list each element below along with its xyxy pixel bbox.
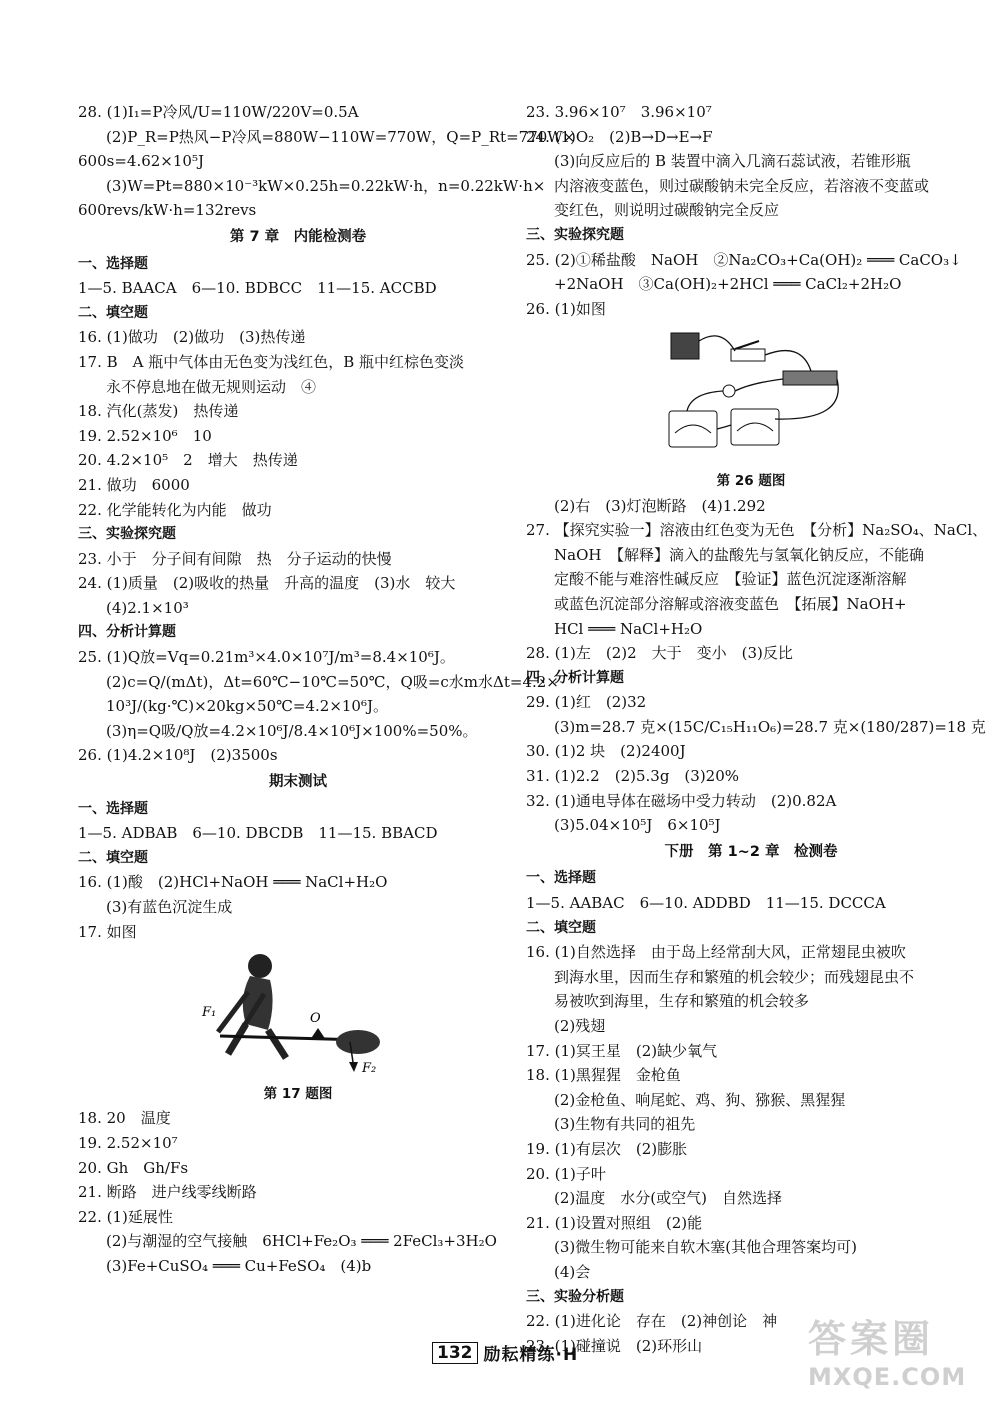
figure-lever <box>78 944 518 1106</box>
answer-line: 19. 2.52×10⁶ 10 <box>78 426 212 445</box>
answer-line: 易被吹到海里，生存和繁殖的机会较多 <box>554 992 810 1011</box>
answer-line: 16. (1)做功 (2)做功 (3)热传递 <box>78 328 306 347</box>
section-heading: 一、选择题 <box>78 255 148 272</box>
circuit-diagram <box>651 321 851 461</box>
chapter-heading: 期末测试 <box>269 774 327 791</box>
answer-line: 或蓝色沉淀部分溶解或溶液变蓝色 【拓展】NaOH+ <box>554 594 907 613</box>
answer-line: 28. (1)I₁=P冷风/U=110W/220V=0.5A <box>78 103 359 121</box>
answer-line: (3)向反应后的 B 装置中滴入几滴石蕊试液，若锥形瓶 <box>554 152 911 171</box>
section-heading: 二、填空题 <box>78 304 148 321</box>
section-heading: 二、填空题 <box>526 919 596 936</box>
answer-line: 16. (1)酸 (2)HCl+NaOH ═══ NaCl+H₂O <box>78 873 388 892</box>
answer-line: 24. (1)质量 (2)吸收的热量 升高的温度 (3)水 较大 <box>78 574 456 593</box>
ammeter <box>669 411 717 447</box>
answer-line: 定酸不能与难溶性碱反应 【验证】蓝色沉淀逐渐溶解 <box>554 570 907 589</box>
answer-line: 19. 2.52×10⁷ <box>78 1133 178 1152</box>
fulcrum <box>310 1028 326 1040</box>
rheostat <box>783 371 837 385</box>
answer-line: 内溶液变蓝色，则过碳酸钠未完全反应，若溶液不变蓝或 <box>554 176 930 195</box>
answer-line: (3)5.04×10⁵J 6×10⁵J <box>554 816 721 835</box>
answer-line: (2)温度 水分(或空气) 自然选择 <box>554 1189 782 1208</box>
answer-line: 26. (1)如图 <box>526 299 606 318</box>
answer-line: 23. 3.96×10⁷ 3.96×10⁷ <box>526 103 712 121</box>
battery <box>671 333 699 359</box>
answer-line: 22. 化学能转化为内能 做功 <box>78 500 272 519</box>
answer-line: NaOH 【解释】滴入的盐酸先与氢氧化钠反应，不能确 <box>554 545 924 564</box>
answer-line: 17. (1)冥王星 (2)缺少氧气 <box>526 1041 718 1060</box>
answer-line: 31. (1)2.2 (2)5.3g (3)20% <box>526 767 740 786</box>
answer-line: +2NaOH ③Ca(OH)₂+2HCl ═══ CaCl₂+2H₂O <box>554 275 902 294</box>
answer-line: 1—5. AABAC 6—10. ADDBD 11—15. DCCCA <box>526 894 886 913</box>
watermark-text: 答案圈 <box>808 1317 935 1361</box>
answer-line: 30. (1)2 块 (2)2400J <box>526 742 686 761</box>
answer-line: 600revs/kW·h=132revs <box>78 201 257 220</box>
answer-line: 1—5. BAACA 6—10. BDBCC 11—15. ACCBD <box>78 279 437 298</box>
lamp <box>723 385 735 397</box>
chapter-heading: 第 7 章 内能检测卷 <box>229 228 367 245</box>
section-heading: 二、填空题 <box>78 849 148 866</box>
chapter-heading: 下册 第 1~2 章 检测卷 <box>664 843 838 860</box>
section-heading: 三、实验分析题 <box>526 1288 624 1305</box>
section-heading: 四、分析计算题 <box>78 624 176 641</box>
answer-line: 1—5. ADBAB 6—10. DBCDB 11—15. BBACD <box>78 824 438 843</box>
answer-line: 20. Gh Gh/Fs <box>78 1158 189 1177</box>
answer-line: 28. (1)左 (2)2 大于 变小 (3)反比 <box>526 644 793 663</box>
answer-line: 18. 20 温度 <box>78 1109 171 1128</box>
answer-line: 到海水里，因而生存和繁殖的机会较少；而残翅昆虫不 <box>554 967 915 986</box>
section-heading: 四、分析计算题 <box>526 669 624 686</box>
section-heading: 一、选择题 <box>78 800 148 817</box>
answer-line: 10³J/(kg·℃)×20kg×50℃=4.2×10⁶J。 <box>106 697 388 716</box>
answer-line: (3)有蓝色沉淀生成 <box>106 898 233 916</box>
answer-line: 20. 4.2×10⁵ 2 增大 热传递 <box>78 451 298 470</box>
answer-line: (2)金枪鱼、响尾蛇、鸡、狗、猕猴、黑猩猩 <box>554 1090 846 1109</box>
answer-line: (3)m=28.7 克×(15C/C₁₅H₁₁O₆)=28.7 克×(180/287)=18 克 <box>554 717 986 736</box>
watermark-logo <box>808 1308 986 1390</box>
page-footer <box>432 1340 578 1365</box>
answer-line: (4)2.1×10³ <box>106 598 189 617</box>
answer-line: (3)生物有共同的祖先 <box>554 1115 696 1134</box>
answer-line: 17. B A 瓶中气体由无色变为浅红色，B 瓶中红棕色变淡 <box>78 352 465 371</box>
section-heading: 三、实验探究题 <box>78 526 176 543</box>
answer-line: 29. (1)红 (2)32 <box>526 693 647 712</box>
answer-line: 23. (1)碰撞说 (2)环形山 <box>526 1336 703 1355</box>
answer-line: (2)c=Q/(mΔt)，Δt=60℃−10℃=50℃，Q吸=c水m水Δt=4.2× <box>106 672 559 691</box>
answer-line: (3)微生物可能来自软木塞(其他合理答案均可) <box>554 1238 857 1257</box>
label-f1: F₁ <box>202 1005 217 1021</box>
answer-line: 600s=4.62×10⁵J <box>78 152 204 171</box>
answer-line: 25. (2)①稀盐酸 NaOH ②Na₂CO₃+Ca(OH)₂ ═══ CaCO₃↓ <box>526 250 962 269</box>
book-title: 励耘精练·H <box>483 1345 579 1365</box>
answer-line: HCl ═══ NaCl+H₂O <box>554 619 703 638</box>
answer-line: 19. (1)有层次 (2)膨胀 <box>526 1139 688 1158</box>
right-column <box>526 100 988 1358</box>
lever-diagram <box>198 944 398 1074</box>
label-f2: F₂ <box>362 1061 377 1075</box>
figure-caption: 第 17 题图 <box>263 1085 333 1102</box>
answer-line: 20. (1)子叶 <box>526 1164 606 1183</box>
answer-line: 21. 做功 6000 <box>78 475 190 494</box>
answer-line: 17. 如图 <box>78 922 137 941</box>
section-heading: 三、实验探究题 <box>526 226 624 243</box>
answer-line: (3)Fe+CuSO₄ ═══ Cu+FeSO₄ (4)b <box>106 1256 372 1275</box>
worker-head <box>248 954 272 978</box>
answer-line: 21. 断路 进户线零线断路 <box>78 1183 257 1202</box>
answer-line: 22. (1)延展性 <box>78 1207 173 1226</box>
answer-line: (2)残翅 <box>554 1017 606 1035</box>
answer-line: (2)与潮湿的空气接触 6HCl+Fe₂O₃ ═══ 2FeCl₃+3H₂O <box>106 1232 497 1251</box>
voltmeter <box>731 409 779 445</box>
answer-line: 18. (1)黑猩猩 金枪鱼 <box>526 1066 681 1085</box>
answer-line: 21. (1)设置对照组 (2)能 <box>526 1213 703 1232</box>
label-o: O <box>310 1011 321 1027</box>
figure-caption: 第 26 题图 <box>716 472 786 489</box>
answer-line: 25. (1)Q放=Vq=0.21m³×4.0×10⁷J/m³=8.4×10⁶J。 <box>78 648 455 667</box>
answer-line: 26. (1)4.2×10⁸J (2)3500s <box>78 746 278 765</box>
answer-line: (3)η=Q吸/Q放=4.2×10⁶J/8.4×10⁶J×100%=50%。 <box>106 721 478 740</box>
answer-line: (2)右 (3)灯泡断路 (4)1.292 <box>554 496 766 515</box>
answer-line: 16. (1)自然选择 由于岛上经常刮大风，正常翅昆虫被吹 <box>526 943 906 962</box>
answer-line: 变红色，则说明过碳酸钠完全反应 <box>554 201 780 220</box>
figure-circuit <box>526 321 976 493</box>
answer-line: (4)会 <box>554 1262 591 1281</box>
answer-line: 23. 小于 分子间有间隙 热 分子运动的快慢 <box>78 549 392 568</box>
switch <box>731 349 765 361</box>
answer-line: 永不停息地在做无规则运动 ④ <box>106 377 317 396</box>
answer-line: (2)P_R=P热风−P冷风=880W−110W=770W，Q=P_Rt=770W× <box>106 127 576 146</box>
section-heading: 一、选择题 <box>526 870 596 887</box>
page-number: 132 <box>432 1342 478 1364</box>
answer-line: 27. 【探究实验一】溶液由红色变为无色 【分析】Na₂SO₄、NaCl、 <box>526 521 988 540</box>
rock <box>336 1030 380 1054</box>
answer-line: 18. 汽化(蒸发) 热传递 <box>78 402 239 421</box>
watermark-url: MXQE.COM <box>808 1363 967 1391</box>
answer-line: 22. (1)进化论 存在 (2)神创论 神 <box>526 1312 778 1331</box>
answer-line: 24. (1)O₂ (2)B→D→E→F <box>526 127 713 146</box>
answer-line: 32. (1)通电导体在磁场中受力转动 (2)0.82A <box>526 791 837 810</box>
answer-line: (3)W=Pt=880×10⁻³kW×0.25h=0.22kW·h，n=0.22kW·h× <box>106 176 546 195</box>
